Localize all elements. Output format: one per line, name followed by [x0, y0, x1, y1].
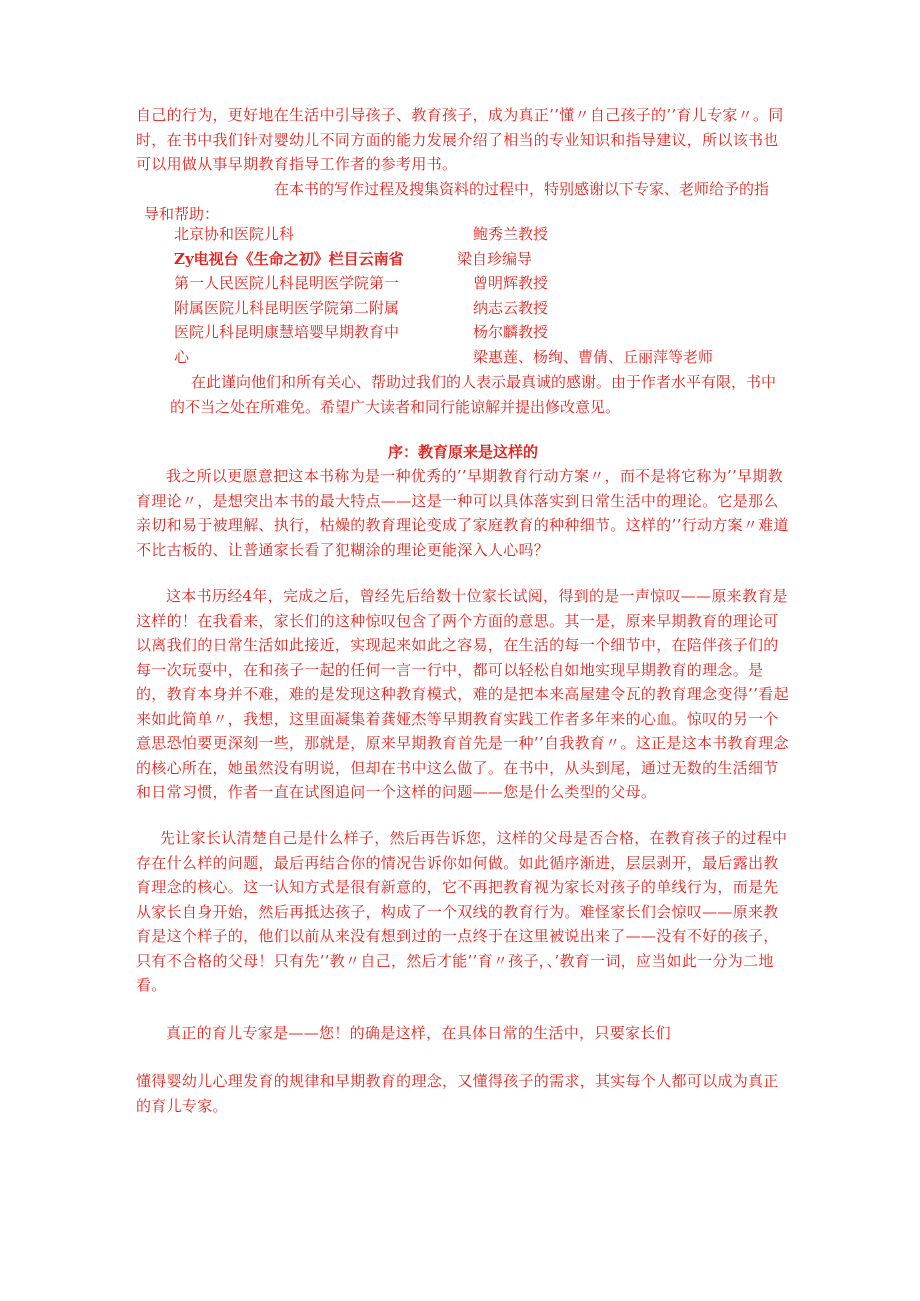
institution-line: Zy电视台《生命之初》栏目云南省	[174, 249, 404, 268]
person-line: 纳志云教授	[473, 298, 549, 317]
person-line: 曾明辉教授	[473, 274, 549, 292]
preface-paragraph-1: 我之所以更愿意把这本书称为是一种优秀的’’早期教育行动方案〃，而不是将它称为’’早期教育理论〃，是想突出本书的最大特点——这是一种可以具体落实到日常生活中的理论。它是那么亲切和易于被理解、执行，枯燥的教育理论变成了家庭教育的种种细节。这样的’’行动方案〃难道不比古板的、让普通家长看了犯糊涂的理论更能深入人心吗？	[136, 467, 789, 559]
thanks-intro-line-2: 导和帮助：	[144, 204, 220, 223]
thanks-intro	[136, 177, 790, 226]
person-line: 鲍秀兰教授	[473, 225, 549, 243]
thanks-intro-line-1: 在本书的写作过程及搜集资料的过程中，特别感谢以下专家、老师给予的指	[274, 180, 770, 198]
person-line: 梁惠莲、杨绚、曹倩、丘丽萍等老师	[473, 347, 714, 366]
preface-paragraph-2: 这本书历经4年，完成之后，曾经先后给数十位家长试阅，得到的是一声惊叹——原来教育是这样的！在我看来，家长们的这种惊叹包含了两个方面的意思。其一是，原来早期教育的理论可以离我们的日常生活如此接近，实现起来如此之容易，在生活的每一个细节中，在陪伴孩子们的每一次玩耍中，在和孩子一起的任何一言一行中，都可以轻松自如地实现早期教育的理念。是的，教育本身并不难，难的是发现这种教育模式，难的是把本来高屋建令瓦的教育理念变得’’看起来如此简单〃，我想，这里面凝集着龚娅杰等早期教育实践工作者多年来的心血。惊叹的另一个意思恐怕要更深刻一些，那就是，原来早期教育首先是一种’’自我教育〃。这正是这本书教育理念的核心所在，她虽然没有明说，但却在书中这么做了。在书中，从头到尾，通过无数的生活细节和日常习惯，作者一直在试图追问一个这样的问题——您是什么类型的父母。	[136, 587, 789, 801]
person-line: 梁自珍编导	[457, 249, 533, 268]
institution-line: 医院儿科昆明康慧培婴早期教育中	[174, 323, 400, 341]
preface-paragraph-4: 真正的育儿专家是——您！的确是这样，在具体日常的生活中，只要家长们	[166, 1024, 671, 1042]
intro-paragraph: 自己的行为，更好地在生活中引导孩子、教育孩子，成为真正’’懂〃自己孩子的’’育儿专家〃。同时，在书中我们针对婴幼儿不同方面的能力发展介绍了相当的专业知识和指导建议，所以该书也可以用做从事早期教育指导工作者的参考用书。	[136, 106, 784, 173]
thanks-institutions	[174, 222, 414, 369]
gratitude-paragraph: 在此谨向他们和所有关心、帮助过我们的人表示最真诚的感谢。由于作者水平有限，书中的不当之处在所难免。希望广大读者和同行能谅解并提出修改意见。	[170, 373, 777, 416]
institution-line: 第一人民医院儿科昆明医学院第一	[174, 274, 400, 292]
preface-paragraph-5: 懂得婴幼儿心理发育的规律和早期教育的理念，又懂得孩子的需求，其实每个人都可以成为真正的育儿专家。	[136, 1072, 779, 1115]
preface-paragraph-3: 先让家长认清楚自己是什么样子，然后再告诉您，这样的父母是否合格，在教育孩子的过程中存在什么样的问题，最后再结合你的情况告诉你如何做。如此循序渐进，层层剥开，最后露出教育理念的核心。这一认知方式是很有新意的，它不再把教育视为家长对孩子的单线行为，而是先从家长自身开始，然后再抵达孩子，构成了一个双线的教育行为。难怪家长们会惊叹——原来教育是这个样子的，他们以前从来没有想到过的一点终于在这里被说出来了——没有不好的孩子，只有不合格的父母！只有先’’教〃自己，然后才能’’育〃孩子，、’教育一词，应当如此一分为二地看。	[136, 829, 788, 994]
institution-line: 北京协和医院儿科	[174, 225, 295, 243]
institution-line: 心	[174, 347, 190, 366]
preface-heading-text: 序：教育原来是这样的	[387, 443, 538, 461]
preface-heading	[0, 440, 920, 464]
institution-line: 附属医院儿科昆明医学院第二附属	[174, 298, 400, 317]
thanks-people	[455, 222, 785, 369]
person-line: 杨尔麟教授	[473, 323, 549, 341]
